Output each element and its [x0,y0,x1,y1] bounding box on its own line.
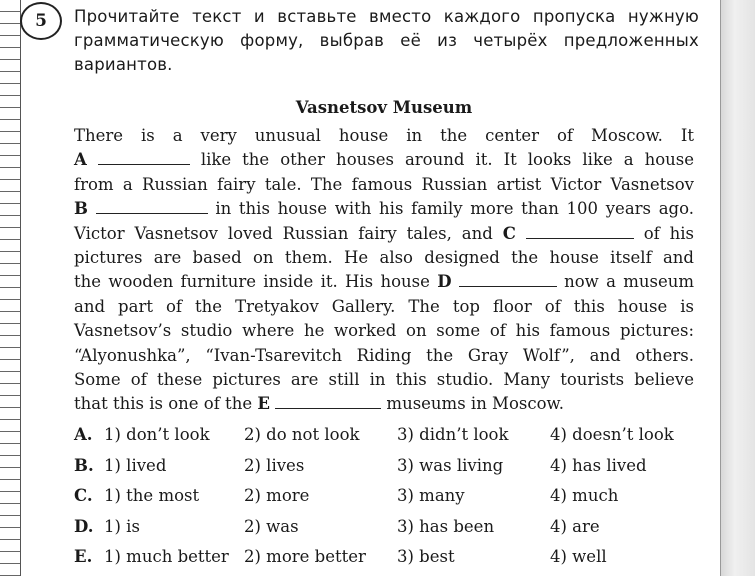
option-letter: A. [74,425,93,444]
option-choice[interactable]: 1) is [104,516,140,536]
text-line [74,270,694,294]
text-line: Vasnetsov’s studio where he worked on some of his famous pictures: [74,321,694,341]
text-line: There is a very unusual house in the center of Moscow. It [74,126,694,145]
option-choice[interactable]: 2) do not look [244,425,360,444]
gap-blank-b[interactable] [96,197,208,214]
text-fragment: the wooden furniture inside it. His house [74,272,430,292]
gap-blank-e[interactable] [275,392,381,409]
option-row-d [74,517,724,548]
text-line: and part of the Tretyakov Gallery. The top floor of this house is [74,296,694,316]
option-choice[interactable]: 2) more better [244,547,366,566]
reading-text [74,124,694,417]
text-line [74,222,694,246]
option-row-c [74,486,724,517]
text-line: “Alyonushka”, “Ivan-Tsarevitch Riding the Gray Wolf”, and others. [74,345,694,365]
text-line: pictures are based on them. He also designed the house itself and [74,248,694,268]
option-choice[interactable]: 4) has lived [550,455,647,475]
option-letter: E. [74,547,93,566]
option-row-e [74,547,724,578]
option-row-a [74,425,724,456]
option-choice[interactable]: 3) has been [397,516,495,536]
text-fragment: like the other houses around it. It looks like a house [200,150,694,170]
option-choice[interactable]: 4) much [550,486,619,505]
option-choice[interactable]: 2) lives [244,455,305,475]
option-choice[interactable]: 2) was [244,516,299,536]
task-instruction: Прочитайте текст и вставьте вместо каждого пропуска нужную грамматическую форму, выбрав её из четырёх предложенных вариантов. [74,7,699,74]
option-choice[interactable]: 2) more [244,486,310,505]
gap-label-d: D [437,272,452,292]
option-choice[interactable]: 1) much better [104,547,229,566]
option-choice[interactable]: 3) was living [397,455,504,475]
gap-label-b: B [74,199,88,219]
option-letter: D. [74,516,94,536]
task-number-badge: 5 [20,2,62,40]
text-fragment: that this is one of the [74,394,253,414]
page-margin-ruler [0,0,21,576]
gap-label-c: C [502,223,516,243]
text-fragment: museums in Moscow. [386,394,564,414]
option-row-b [74,456,724,487]
text-fragment: Victor Vasnetsov loved Russian fairy tales, and [74,223,493,243]
gap-label-a: A [74,150,87,170]
option-choice[interactable]: 3) best [397,547,455,566]
option-choice[interactable]: 4) doesn’t look [550,425,674,444]
text-line [74,148,694,172]
option-choice[interactable]: 4) are [550,516,600,536]
text-fragment: now a museum [564,272,695,292]
option-letter: C. [74,486,93,505]
text-line [74,392,694,416]
option-choice[interactable]: 3) many [397,486,465,505]
page-right-edge [720,0,755,576]
option-choice[interactable]: 4) well [550,547,607,566]
text-line [74,197,694,221]
gap-blank-d[interactable] [459,270,557,287]
gap-blank-c[interactable] [526,222,634,239]
text-line: Some of these pictures are still in this studio. Many tourists believe [74,370,694,390]
option-choice[interactable]: 1) don’t look [104,425,210,444]
option-choice[interactable]: 1) the most [104,486,200,505]
text-fragment: of his [643,223,695,243]
text-line: from a Russian fairy tale. The famous Russian artist Victor Vasnetsov [74,174,694,194]
text-title: Vasnetsov Museum [295,98,473,117]
option-letter: B. [74,455,94,475]
answer-options [74,425,724,578]
gap-blank-a[interactable] [98,148,190,165]
option-choice[interactable]: 3) didn’t look [397,425,509,444]
gap-label-e: E [257,394,270,414]
text-fragment: in this house with his family more than 100 years ago. [215,199,694,219]
option-choice[interactable]: 1) lived [104,455,167,475]
